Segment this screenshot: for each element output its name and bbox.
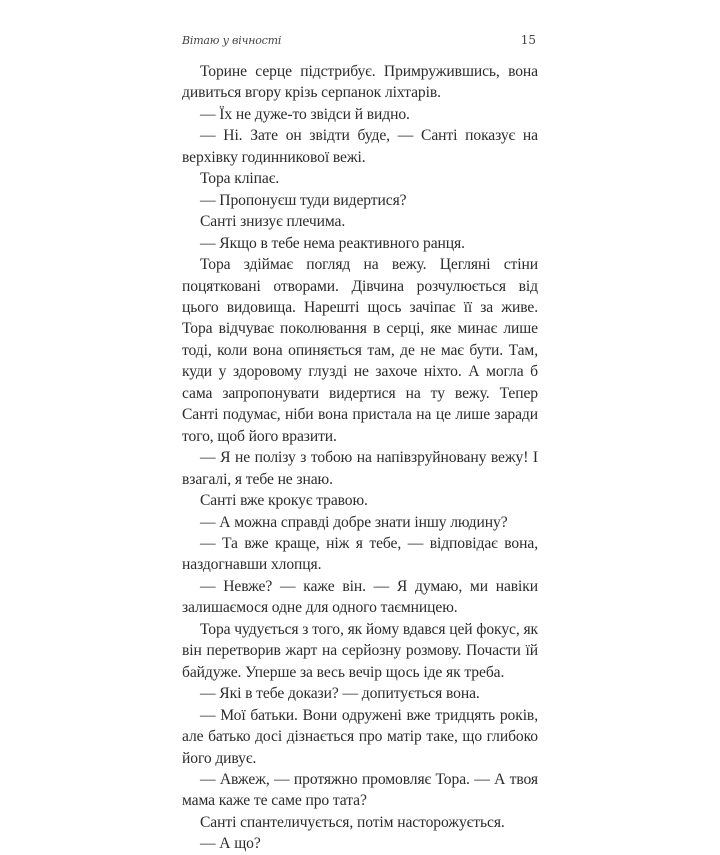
dialogue-line: — Ні. Зате он звідти буде, — Санті показує на верхівку годинникової вежі. <box>182 127 538 166</box>
dialogue-line: — А можна справді добре знати іншу людину? <box>200 513 508 531</box>
dialogue-line: — Які в тебе докази? — допитується вона. <box>200 685 480 703</box>
dialogue-line: — Якщо в тебе нема реактивного ранця. <box>200 234 465 252</box>
paragraph: Санті вже крокує травою. <box>200 492 368 510</box>
paragraph: Тора здіймає погляд на вежу. Цегляні стіни поцятковані отворами. Дівчина розчулюється від цього видовища. Нарешті щось зачіпає її за живе. Тора відчуває поколювання в серці, яке минає лише тоді, коли вона опиняється там, де не має бути. Там, куди у здоровому глузді не захоче ніхто. А могла б сама запропонувати видертися на ту вежу. Тепер Санті подумає, ніби вона пристала на це лише заради того, щоб його вразити. <box>182 256 538 445</box>
dialogue-line: — Пропонуєш туди видертися? <box>200 191 407 209</box>
running-header <box>182 33 538 55</box>
body-text <box>182 61 538 855</box>
dialogue-line: — Авжеж, — протяжно промовляє Тора. — А твоя мама каже те саме про тата? <box>182 770 538 810</box>
dialogue-line: — Їх не дуже-то звідси й видно. <box>200 105 410 123</box>
paragraph: Санті знизує плечима. <box>200 213 346 231</box>
dialogue-line: — Я не полізу з тобою на напівзруйновану вежу! І взагалі, я тебе не знаю. <box>182 449 538 488</box>
paragraph: Торине серце підстрибує. Примружившись, вона дивиться вгору крізь серпанок ліхтарів. <box>182 63 538 102</box>
dialogue-line: — Мої батьки. Вони одружені вже тридцять років, але батько досі дізнається про матір таке, що глибоко його дивує. <box>182 706 538 767</box>
paragraph: Тора кліпає. <box>200 170 280 188</box>
page-number: 15 <box>520 33 536 47</box>
running-title: Вітаю у вічності <box>182 34 282 47</box>
book-page <box>182 33 538 855</box>
dialogue-line: — А що? <box>200 835 261 853</box>
dialogue-line: — Невже? — каже він. — Я думаю, ми навіки залишаємося одне для одного таємницею. <box>182 577 538 617</box>
paragraph: Тора чудується з того, як йому вдався цей фокус, як він перетворив жарт на серйозну розмову. Почасти їй байдуже. Уперше за весь вечір щось іде як треба. <box>182 620 538 681</box>
paragraph: Санті спантеличується, потім насторожується. <box>200 813 505 831</box>
dialogue-line: — Та вже краще, ніж я тебе, — відповідає вона, наздогнавши хлопця. <box>182 534 538 574</box>
